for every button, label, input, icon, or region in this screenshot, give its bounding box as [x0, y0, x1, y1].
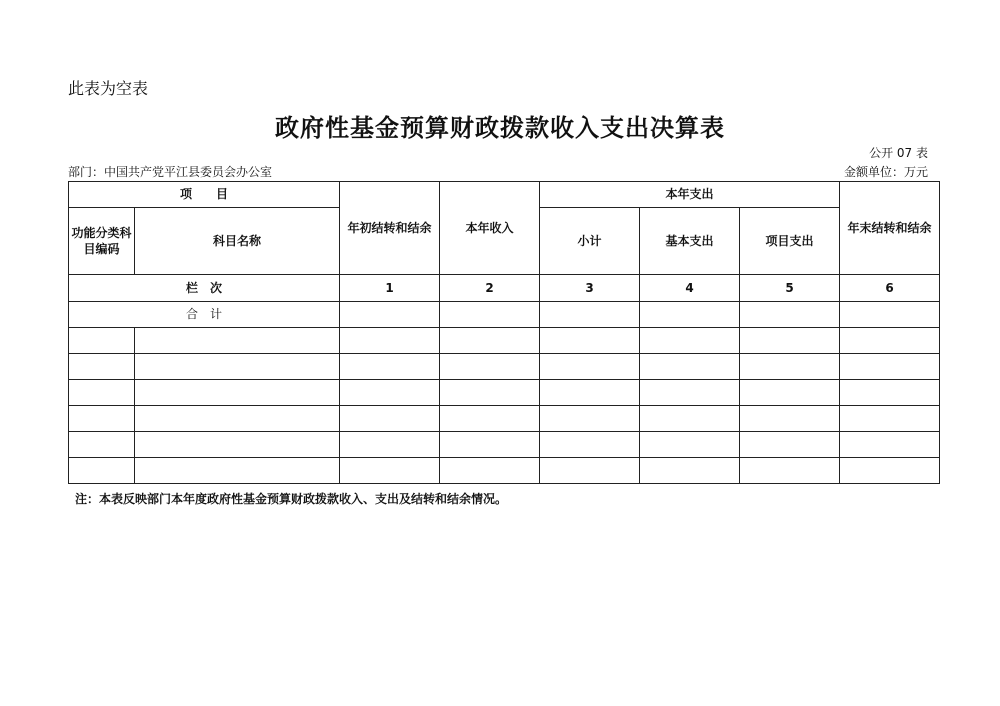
table-cell [340, 302, 440, 328]
budget-table [68, 181, 940, 484]
department-label: 部门：中国共产党平江县委员会办公室 [68, 165, 273, 179]
column-index-label: 栏 次 [69, 275, 340, 302]
table-row [69, 432, 940, 458]
page-title: 政府性基金预算财政拨款收入支出决算表 [275, 114, 725, 142]
header-end-balance: 年末结转和结余 [840, 182, 940, 275]
total-label: 合 计 [69, 302, 340, 328]
footnote: 注：本表反映部门本年度政府性基金预算财政拨款收入、支出及结转和结余情况。 [75, 492, 508, 506]
form-code: 公开 07 表 [869, 146, 928, 160]
header-income: 本年收入 [440, 182, 540, 275]
column-number: 3 [540, 275, 640, 302]
amount-unit-label: 金额单位：万元 [843, 165, 928, 179]
header-expenditure: 本年支出 [540, 182, 840, 208]
column-number: 1 [340, 275, 440, 302]
header-subject-name: 科目名称 [135, 208, 340, 275]
table-row [69, 458, 940, 484]
table-cell [740, 302, 840, 328]
header-subtotal: 小计 [540, 208, 640, 275]
column-number: 4 [640, 275, 740, 302]
header-func-code: 功能分类科目编码 [69, 208, 135, 275]
table-cell [840, 302, 940, 328]
column-number: 2 [440, 275, 540, 302]
table-row [69, 354, 940, 380]
table-row [69, 328, 940, 354]
empty-table-note: 此表为空表 [68, 79, 149, 98]
header-project-exp: 项目支出 [740, 208, 840, 275]
table-cell [640, 302, 740, 328]
table-row [69, 380, 940, 406]
column-number: 5 [740, 275, 840, 302]
table-row [69, 406, 940, 432]
header-basic: 基本支出 [640, 208, 740, 275]
column-number: 6 [840, 275, 940, 302]
table-cell [540, 302, 640, 328]
header-begin-balance: 年初结转和结余 [340, 182, 440, 275]
table-cell [440, 302, 540, 328]
header-project: 项 目 [69, 182, 340, 208]
